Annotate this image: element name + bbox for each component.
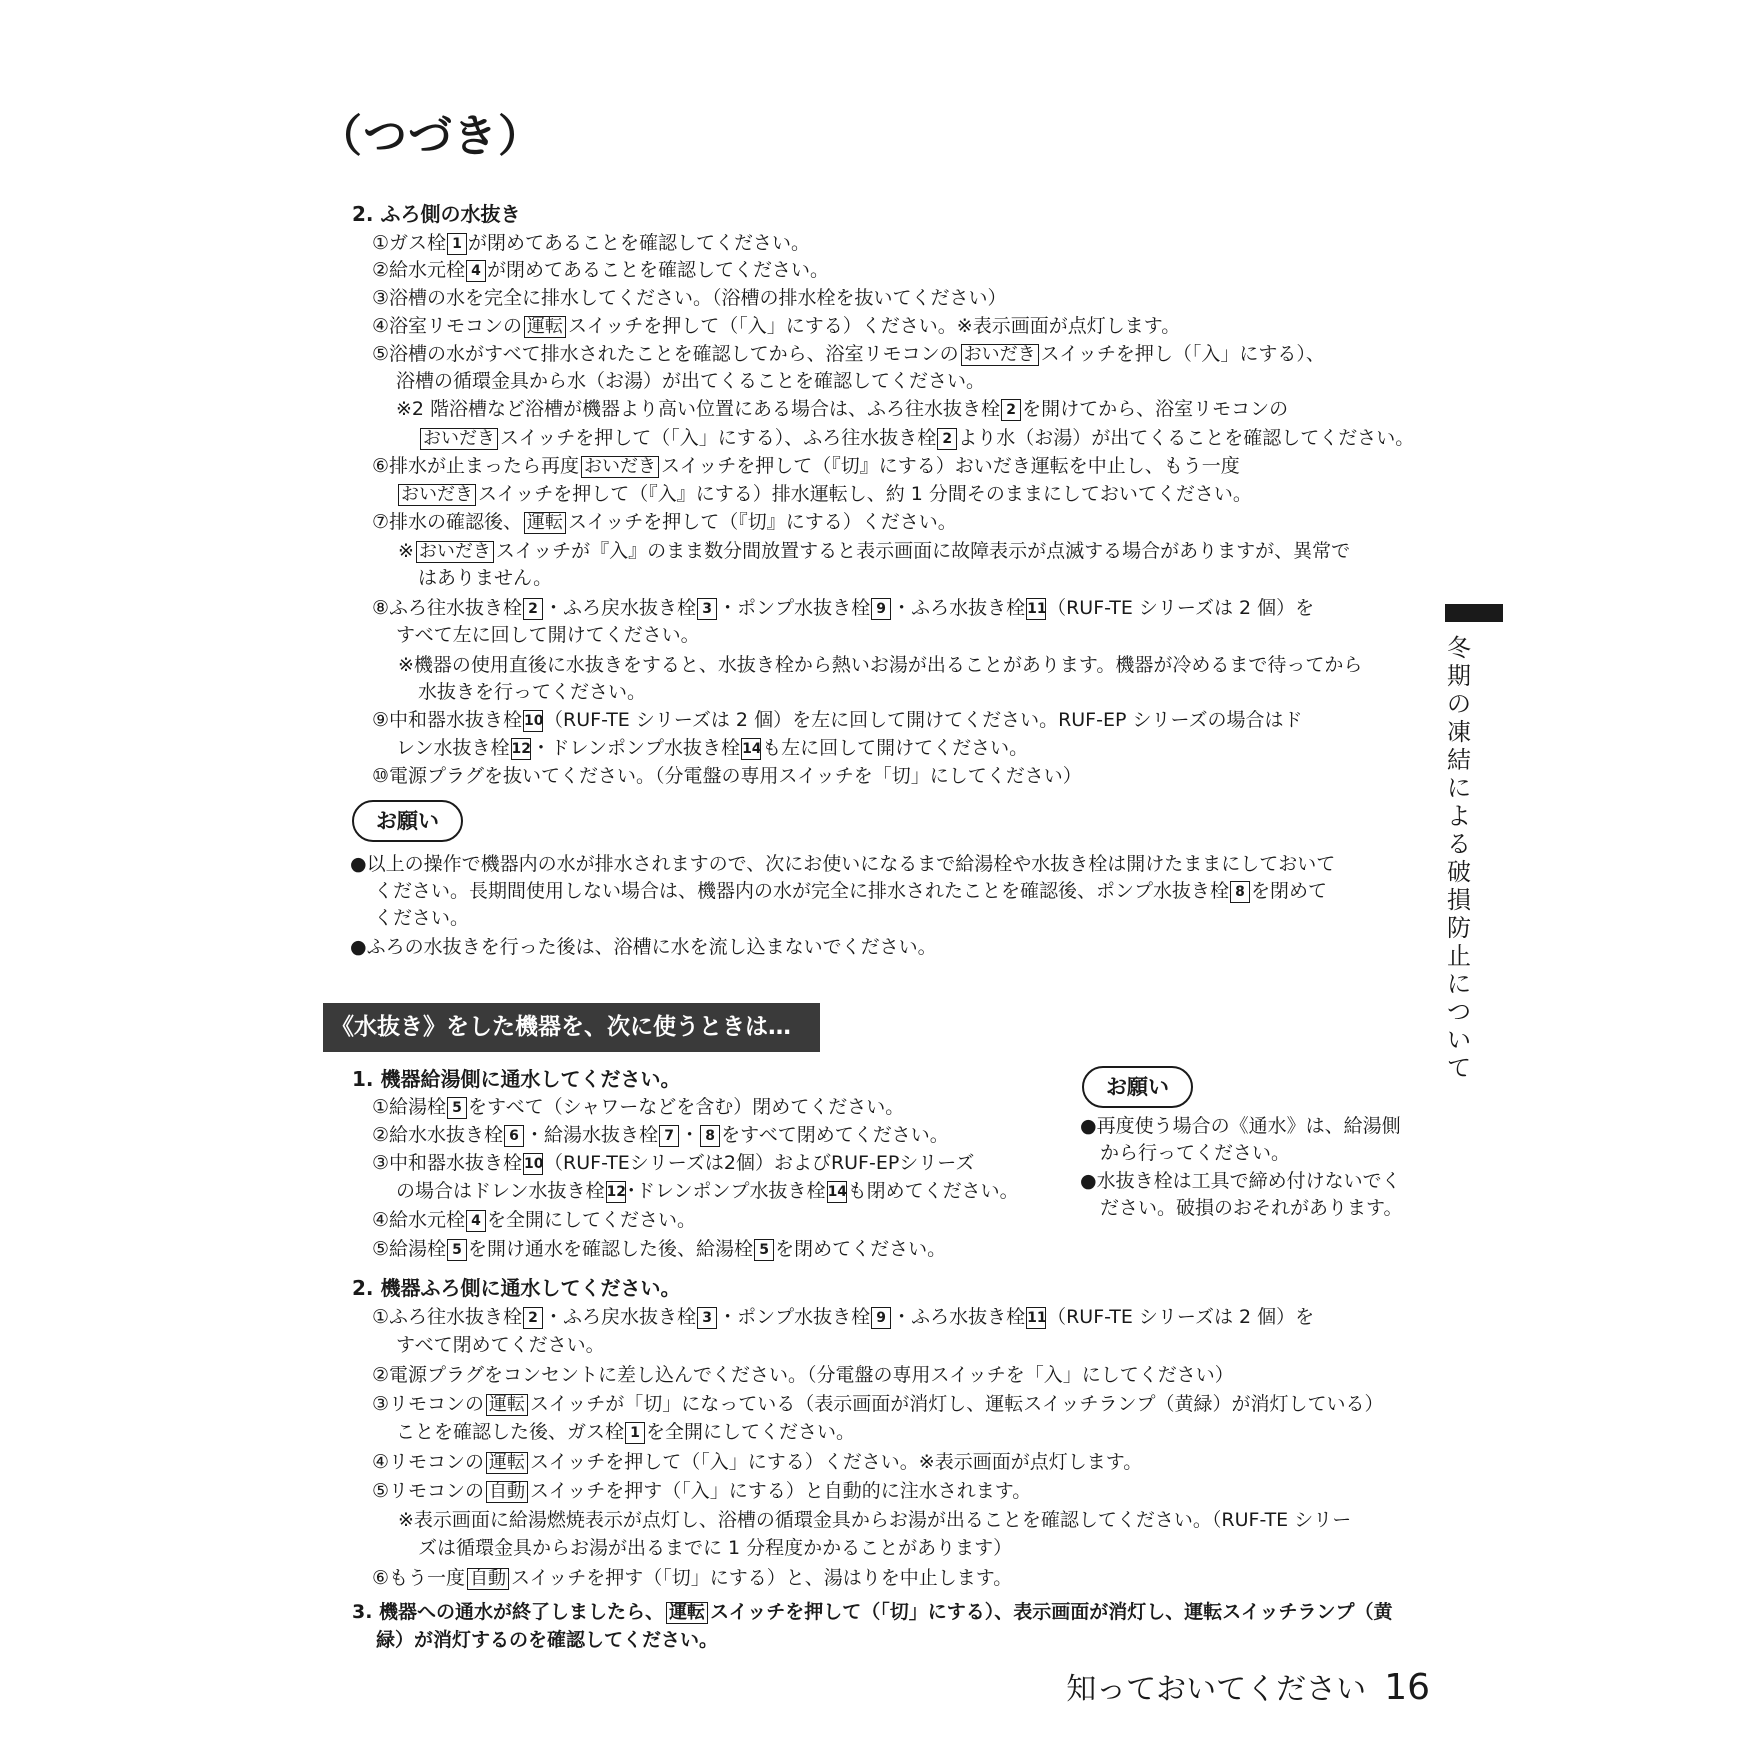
step-line: [372, 229, 810, 257]
text: を全開にしてください。: [487, 1209, 697, 1231]
step-line: [372, 706, 1303, 734]
text: ・ふろ水抜き栓: [892, 1306, 1026, 1328]
request-bullet: ●ふろの水抜きを行った後は、浴槽に水を流し込まないでください。: [350, 936, 937, 958]
section-banner: 《水抜き》をした機器を、次に使うときは…: [323, 1003, 820, 1052]
number-badge: 8: [700, 1125, 720, 1147]
note-line: ※機器の使用直後に水抜きをすると、水抜き栓から熱いお湯が出ることがあります。機器が冷めるまで待ってから: [398, 654, 1363, 676]
request-label: お願い: [1082, 1066, 1193, 1108]
step-line: [372, 1235, 946, 1263]
number-badge: 2: [937, 428, 957, 450]
step-line: 浴槽の循環金具から水（お湯）が出てくることを確認してください。: [396, 370, 986, 392]
number-badge: 4: [466, 260, 486, 282]
text: 3. 機器への通水が終了しましたら、: [352, 1601, 665, 1623]
text: も閉めてください。: [847, 1180, 1019, 1202]
step-line: [372, 312, 1180, 340]
page-footer: [1066, 1664, 1430, 1708]
number-badge: 14: [827, 1181, 847, 1203]
number-badge: 2: [523, 598, 543, 620]
step-line: [372, 256, 829, 284]
text: ・: [680, 1124, 700, 1146]
step-line: すべて左に回して開けてください。: [396, 624, 700, 646]
switch-label: 運転: [666, 1602, 708, 1624]
number-badge: 10: [523, 710, 543, 732]
section-title: [352, 1598, 1393, 1626]
number-badge: 3: [697, 598, 717, 620]
switch-label: おいだき: [398, 484, 476, 506]
number-badge: 1: [447, 233, 467, 255]
text: の場合はドレン水抜き栓: [396, 1180, 605, 1202]
number-badge: 2: [523, 1307, 543, 1329]
text: スイッチを押して（「入」にする）ください。※表示画面が点灯します。: [568, 315, 1181, 337]
text: スイッチを押して（「入」にする）ください。※表示画面が点灯します。: [530, 1451, 1143, 1473]
request-bullet: ●再度使う場合の《通水》は、給湯側: [1080, 1115, 1401, 1137]
text: ・ドレンポンプ水抜き栓: [531, 737, 741, 759]
section-title: 2. 機器ふろ側に通水してください。: [352, 1276, 681, 1300]
note-line: [396, 395, 1288, 423]
request-label: お願い: [352, 800, 463, 842]
text: ③リモコンの: [372, 1393, 485, 1415]
sidebar-chapter-title: 冬期の凍結による破損防止について: [1447, 634, 1471, 1082]
text: ④浴室リモコンの: [372, 315, 523, 337]
text: スイッチを押し（「入」にする）、: [1040, 343, 1325, 365]
text: が閉めてあることを確認してください。: [468, 232, 811, 254]
footer-text: 知っておいてください: [1066, 1672, 1367, 1707]
number-badge: 10: [523, 1153, 543, 1175]
text: スイッチを押して（「切」にする）、表示画面が消灯し、運転スイッチランプ（黄: [710, 1601, 1393, 1623]
text: スイッチを押して（「入」にする）、ふろ往水抜き栓: [500, 427, 937, 449]
text: ⑦排水の確認後、: [372, 511, 523, 533]
text: ※: [398, 540, 414, 562]
step-line: ②電源プラグをコンセントに差し込んでください。（分電盤の専用スイッチを「入」にしてください）: [372, 1364, 1234, 1386]
number-badge: 1: [625, 1422, 645, 1444]
step-line: [372, 1390, 1384, 1418]
text: ・ポンプ水抜き栓: [718, 597, 871, 619]
number-badge: 4: [466, 1210, 486, 1232]
text: を開け通水を確認した後、給湯栓: [468, 1238, 754, 1260]
text: ⑧ふろ往水抜き栓: [372, 597, 523, 619]
text: レン水抜き栓: [396, 737, 510, 759]
request-bullet: ださい。破損のおそれがあります。: [1100, 1197, 1403, 1219]
text: スイッチを押す（「入」にする）と自動的に注水されます。: [530, 1480, 1032, 1502]
text: ⑥もう一度: [372, 1567, 466, 1589]
number-badge: 2: [1001, 399, 1021, 421]
switch-label: 運転: [486, 1452, 528, 1474]
switch-label: おいだき: [961, 344, 1039, 366]
number-badge: 11: [1026, 598, 1046, 620]
text: ・ふろ水抜き栓: [892, 597, 1026, 619]
text: スイッチを押す（「切」にする）と、湯はりを中止します。: [511, 1567, 1013, 1589]
text: ③中和器水抜き栓: [372, 1152, 523, 1174]
switch-label: おいだき: [420, 428, 498, 450]
text: より水（お湯）が出てくることを確認してください。: [958, 427, 1415, 449]
step-line: [372, 1093, 904, 1121]
step-line: すべて閉めてください。: [396, 1334, 605, 1356]
text: ②給水水抜き栓: [372, 1124, 504, 1146]
request-bullet: ●水抜き栓は工具で締め付けないでく: [1080, 1170, 1401, 1192]
number-badge: 3: [697, 1307, 717, 1329]
text: ①給湯栓: [372, 1096, 447, 1118]
note-line: はありません。: [418, 567, 553, 589]
step-line: ③浴槽の水を完全に排水してください。（浴槽の排水栓を抜いてください）: [372, 287, 1007, 309]
text: をすべて（シャワーなどを含む）閉めてください。: [468, 1096, 905, 1118]
number-badge: 9: [871, 598, 891, 620]
page-number: 16: [1384, 1667, 1430, 1708]
number-badge: 9: [871, 1307, 891, 1329]
switch-label: おいだき: [581, 456, 659, 478]
switch-label: 自動: [467, 1568, 509, 1590]
step-line: [372, 508, 957, 536]
switch-label: おいだき: [416, 541, 494, 563]
section-title: 緑）が消灯するのを確認してください。: [376, 1629, 719, 1651]
note-line: [418, 424, 1414, 452]
text: ④給水元栓: [372, 1209, 466, 1231]
text: ことを確認した後、ガス栓: [396, 1421, 625, 1443]
step-line: [396, 734, 1028, 762]
text: を閉めて: [1251, 880, 1328, 902]
text: を全開にしてください。: [646, 1421, 856, 1443]
text: スイッチを押して（『切』にする）おいだき運転を中止し、もう一度: [661, 455, 1240, 477]
step-line: [372, 1448, 1142, 1476]
switch-label: 運転: [486, 1394, 528, 1416]
sidebar-marker: [1445, 604, 1503, 622]
text: ④リモコンの: [372, 1451, 485, 1473]
switch-label: 運転: [524, 316, 566, 338]
text: ・ふろ戻水抜き栓: [544, 1306, 697, 1328]
number-badge: 12: [511, 738, 531, 760]
number-badge: 5: [447, 1239, 467, 1261]
number-badge: 12: [606, 1181, 626, 1203]
step-line: [372, 594, 1314, 622]
text: ①ふろ往水抜き栓: [372, 1306, 523, 1328]
text: ①ガス栓: [372, 232, 447, 254]
number-badge: 8: [1230, 881, 1250, 903]
text: を閉めてください。: [775, 1238, 947, 1260]
step-line: [396, 1177, 1019, 1205]
text: ･ドレンポンプ水抜き栓: [626, 1180, 826, 1202]
text: が閉めてあることを確認してください。: [487, 259, 830, 281]
text: ・ポンプ水抜き栓: [718, 1306, 871, 1328]
text: ⑤給湯栓: [372, 1238, 447, 1260]
step-line: [372, 1206, 696, 1234]
text: （RUF-TE シリーズは 2 個）を: [1047, 597, 1315, 619]
note-line: [398, 537, 1350, 565]
text: （RUF-TE シリーズは 2 個）を左に回して開けてください。RUF-EP シリーズの場合はド: [544, 709, 1303, 731]
section-title: 2. ふろ側の水抜き: [352, 202, 521, 226]
text: も左に回して開けてください。: [762, 737, 1029, 759]
step-line: [372, 340, 1325, 368]
page-heading: （つづき）: [318, 111, 543, 162]
text: （RUF-TEシリーズは2個）およびRUF-EPシリーズ: [544, 1152, 975, 1174]
request-bullet: ●以上の操作で機器内の水が排水されますので、次にお使いになるまで給湯栓や水抜き栓は開けたままにしておいて: [350, 853, 1336, 875]
note-line: ※表示画面に給湯燃焼表示が点灯し、浴槽の循環金具からお湯が出ることを確認してください。（RUF-TE シリー: [398, 1509, 1352, 1531]
number-badge: 11: [1026, 1307, 1046, 1329]
text: を開けてから、浴室リモコンの: [1022, 398, 1289, 420]
step-line: [372, 1477, 1031, 1505]
text: ・給湯水抜き栓: [525, 1124, 659, 1146]
request-bullet: [374, 878, 1327, 905]
text: ⑤リモコンの: [372, 1480, 485, 1502]
text: スイッチが「切」になっている（表示画面が消灯し、運転スイッチランプ（黄緑）が消灯している）: [530, 1393, 1384, 1415]
request-bullet: から行ってください。: [1100, 1142, 1291, 1164]
text: ⑤浴槽の水がすべて排水されたことを確認してから、浴室リモコンの: [372, 343, 959, 365]
step-line: ⑩電源プラグを抜いてください。（分電盤の専用スイッチを「切」にしてください）: [372, 765, 1082, 787]
number-badge: 7: [659, 1125, 679, 1147]
step-line: [396, 1418, 855, 1446]
step-line: [372, 1303, 1314, 1331]
note-line: 水抜きを行ってください。: [418, 681, 647, 703]
switch-label: 自動: [486, 1481, 528, 1503]
request-bullet: ください。: [374, 907, 470, 929]
text: ②給水元栓: [372, 259, 466, 281]
text: （RUF-TE シリーズは 2 個）を: [1047, 1306, 1315, 1328]
step-line: [372, 452, 1240, 480]
note-line: ズは循環金具からお湯が出るまでに 1 分程度かかることがあります）: [418, 1537, 1013, 1559]
number-badge: 5: [447, 1097, 467, 1119]
text: スイッチが『入』のまま数分間放置すると表示画面に故障表示が点滅する場合がありますが、異常で: [495, 540, 1351, 562]
number-badge: 6: [504, 1125, 524, 1147]
text: ください。長期間使用しない場合は、機器内の水が完全に排水されたことを確認後、ポンプ水抜き栓: [374, 880, 1230, 902]
switch-label: 運転: [524, 512, 566, 534]
section-title: 1. 機器給湯側に通水してください。: [352, 1067, 681, 1091]
text: スイッチを押して（『入』にする）排水運転し、約 1 分間そのままにしておいてください。: [478, 483, 1252, 505]
text: ※2 階浴槽など浴槽が機器より高い位置にある場合は、ふろ往水抜き栓: [396, 398, 1001, 420]
step-line: [372, 1149, 974, 1177]
text: をすべて閉めてください。: [721, 1124, 949, 1146]
text: ・ふろ戻水抜き栓: [544, 597, 697, 619]
step-line: [372, 1121, 949, 1149]
text: ⑥排水が止まったら再度: [372, 455, 580, 477]
step-line: [396, 480, 1252, 508]
text: スイッチを押して（『切』にする）ください。: [568, 511, 957, 533]
number-badge: 14: [741, 738, 761, 760]
text: ⑨中和器水抜き栓: [372, 709, 523, 731]
step-line: [372, 1564, 1012, 1592]
number-badge: 5: [754, 1239, 774, 1261]
